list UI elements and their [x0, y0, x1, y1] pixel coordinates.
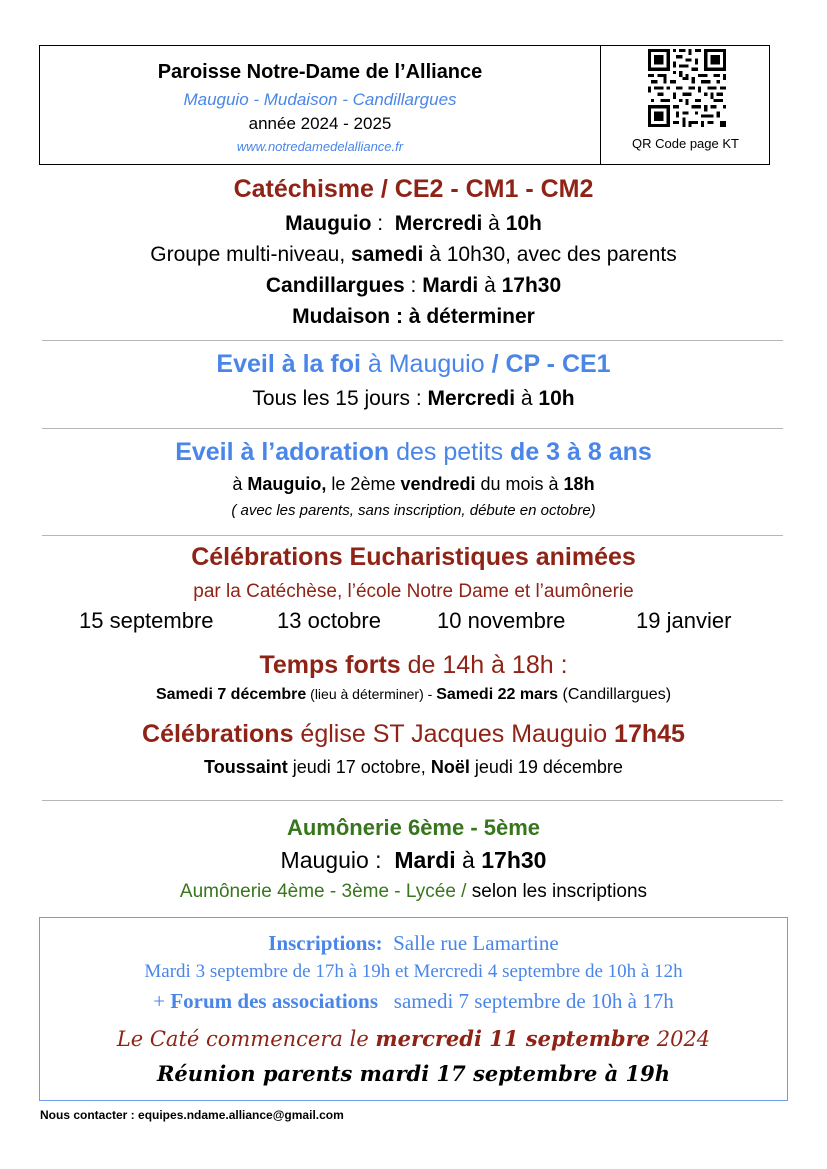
divider: [42, 800, 783, 801]
qr-panel: [600, 46, 770, 164]
aumonerie-sub-note: selon les inscriptions: [471, 881, 648, 902]
inscriptions-heading: [40, 931, 787, 956]
fete-toussaint: Toussaint: [204, 757, 288, 777]
connector: à: [232, 474, 248, 494]
eveil-adoration-mid2: du mois à: [475, 474, 564, 494]
celebrations-eglise-title-bold: Célébrations: [142, 720, 294, 748]
eveil-adoration-day: vendredi: [400, 474, 476, 494]
celebration-date: 10 novembre: [437, 608, 566, 633]
qr-code-icon[interactable]: [648, 49, 726, 127]
eveil-foi-title-level: / CP - CE1: [491, 350, 611, 378]
inscriptions-place: Salle rue Lamartine: [382, 931, 559, 955]
eveil-foi-pre: Tous les 15 jours :: [252, 387, 428, 410]
cate-start-pre: Le Caté commencera le: [116, 1027, 376, 1051]
temps-forts-date1-note: (lieu à déterminer): [306, 686, 424, 702]
temps-forts-title-bold: Temps forts: [259, 651, 401, 679]
temps-forts-dates: [0, 686, 827, 704]
eveil-foi-time: 10h: [538, 387, 575, 410]
inscriptions-dates: Mardi 3 septembre de 17h à 19h et Mercredi 4 septembre de 10h à 12h: [144, 961, 683, 982]
eveil-foi-title-bold: Eveil à la foi: [216, 350, 361, 378]
catechisme-groupe: [0, 243, 827, 267]
parish-towns: Mauguio - Mudaison - Candillargues: [183, 90, 457, 109]
header-box: [39, 45, 770, 165]
celebrations-eglise-place: église ST Jacques Mauguio: [293, 720, 615, 748]
cate-start-year: 2024: [650, 1027, 711, 1051]
aumonerie-title: Aumônerie 6ème - 5ème: [286, 815, 541, 840]
cand-day: Mardi: [422, 274, 479, 297]
eveil-foi-title-regular: à Mauguio: [360, 350, 492, 378]
eveil-adoration-title-bold: Eveil à l’adoration: [175, 438, 390, 466]
eveil-adoration-title: [0, 438, 827, 467]
divider: [42, 428, 783, 429]
celebrations-eglise-title: [0, 720, 827, 749]
celebration-date: 19 janvier: [636, 608, 732, 633]
inscriptions-box: [39, 917, 788, 1101]
cate-start: [40, 1026, 787, 1051]
temps-forts-date1: Samedi 7 décembre: [155, 686, 307, 703]
eveil-adoration-age: de 3 à 8 ans: [510, 438, 652, 466]
header-info: [40, 46, 600, 164]
parish-year: année 2024 - 2025: [248, 114, 392, 133]
inscriptions-forum: [40, 989, 787, 1014]
catechisme-mudaison: Mudaison : à déterminer: [292, 305, 535, 328]
mauguio-place: Mauguio: [285, 212, 372, 235]
contact-line: Nous contacter : equipes.ndame.alliance@gmail.com: [40, 1108, 344, 1122]
divider: [42, 340, 783, 341]
eveil-adoration-schedule: [0, 474, 827, 495]
catechisme-title: Catéchisme / CE2 - CM1 - CM2: [233, 175, 594, 203]
groupe-day: samedi: [351, 243, 424, 266]
groupe-pre: Groupe multi-niveau,: [150, 243, 352, 266]
aumonerie-schedule: [0, 847, 827, 874]
separator: :: [404, 274, 423, 297]
forum-label: Forum des associations: [170, 989, 379, 1013]
celebrations-eglise-dates: [0, 757, 827, 778]
cand-place: Candillargues: [265, 274, 405, 297]
website-link[interactable]: www.notredamedelalliance.fr: [236, 139, 404, 154]
temps-forts-date2: Samedi 22 mars: [436, 686, 559, 703]
connector: à: [455, 847, 482, 873]
fete-noel-date: jeudi 19 décembre: [469, 757, 623, 777]
celebration-date: 15 septembre: [79, 608, 214, 633]
connector: à: [482, 212, 506, 235]
fete-toussaint-date: jeudi 17 octobre,: [287, 757, 431, 777]
catechisme-mauguio: [0, 212, 827, 236]
temps-forts-date2-note: (Candillargues): [558, 686, 672, 703]
eveil-foi-schedule: [0, 387, 827, 411]
groupe-post: à 10h30, avec des parents: [423, 243, 677, 266]
mauguio-day: Mercredi: [394, 212, 483, 235]
temps-forts-hours: de 14h à 18h :: [400, 651, 568, 679]
eveil-adoration-time: 18h: [563, 474, 595, 494]
qr-caption: QR Code page KT: [632, 136, 739, 151]
separator: :: [371, 212, 395, 235]
eveil-adoration-mid: le 2ème: [326, 474, 401, 494]
plus-sign: +: [153, 989, 171, 1013]
inscriptions-label: Inscriptions:: [268, 931, 383, 955]
forum-date: samedi 7 septembre de 10h à 17h: [378, 989, 674, 1013]
celebration-date: 13 octobre: [277, 608, 381, 633]
celebrations-dates: [0, 608, 827, 636]
eveil-adoration-title-regular: des petits: [389, 438, 511, 466]
eveil-adoration-note: ( avec les parents, sans inscription, débute en octobre): [231, 502, 596, 519]
connector: à: [515, 387, 539, 410]
catechisme-candillargues: [0, 274, 827, 298]
divider: [42, 535, 783, 536]
eveil-foi-day: Mercredi: [427, 387, 516, 410]
aumonerie-sub: [0, 881, 827, 903]
aumonerie-place: Mauguio :: [280, 847, 395, 873]
temps-forts-title: [0, 651, 827, 680]
aumonerie-sub-levels: Aumônerie 4ème - 3ème - Lycée /: [179, 881, 472, 902]
aumonerie-day: Mardi: [394, 847, 456, 873]
cand-time: 17h30: [501, 274, 562, 297]
fete-noel: Noël: [430, 757, 470, 777]
connector: à: [478, 274, 502, 297]
eveil-foi-title: [0, 350, 827, 379]
celebrations-eglise-time: 17h45: [614, 720, 685, 748]
mauguio-time: 10h: [505, 212, 542, 235]
cate-start-date: mercredi 11 septembre: [375, 1026, 651, 1051]
celebrations-eucharistiques-title: Célébrations Eucharistiques animées: [191, 543, 636, 571]
aumonerie-time: 17h30: [481, 847, 547, 873]
celebrations-eucharistiques-subtitle: par la Catéchèse, l’école Notre Dame et l’aumônerie: [193, 581, 634, 602]
reunion-parents: Réunion parents mardi 17 septembre à 19h: [156, 1061, 671, 1086]
eveil-adoration-place: Mauguio,: [247, 474, 327, 494]
parish-name: Paroisse Notre-Dame de l’Alliance: [157, 61, 483, 83]
separator: -: [423, 686, 437, 702]
